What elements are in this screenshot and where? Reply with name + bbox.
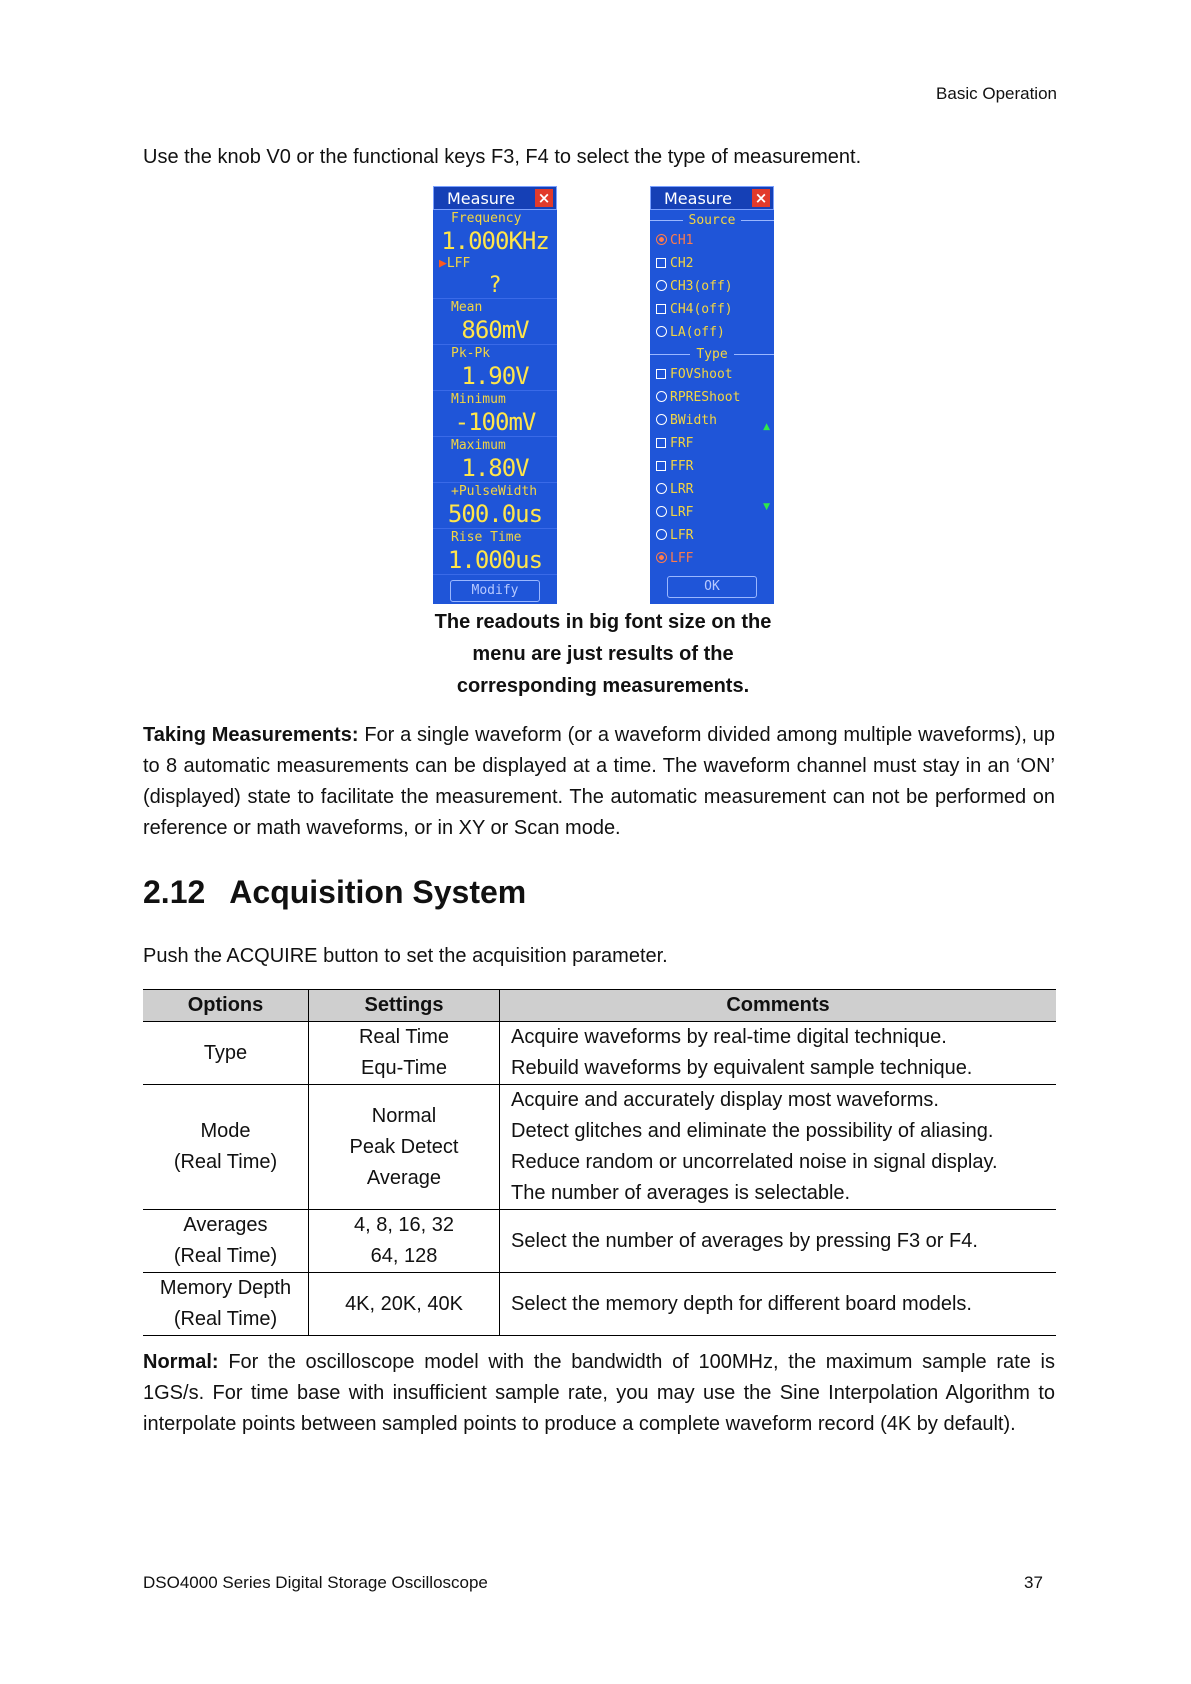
option-label: LRF	[670, 504, 694, 520]
frequency-source-label: LFF	[446, 256, 471, 271]
measure-source-panel	[650, 186, 774, 604]
type-heading	[650, 344, 774, 364]
panel-title-bar	[650, 186, 774, 210]
option-label: LFR	[670, 527, 694, 543]
source-list	[650, 230, 774, 344]
running-header: Basic Operation	[936, 84, 1057, 103]
type-option[interactable]	[650, 410, 774, 433]
settings-cell	[309, 1210, 500, 1273]
footer-title: DSO4000 Series Digital Storage Oscilloscope	[143, 1573, 488, 1592]
cell-line: (Real Time)	[173, 1151, 278, 1173]
type-option[interactable]	[650, 456, 774, 479]
cell-line: Averages	[183, 1214, 268, 1236]
settings-cell	[309, 1085, 500, 1210]
radio-unchecked-icon	[656, 304, 666, 314]
option-label: CH3(off)	[670, 278, 733, 294]
option-label: CH4(off)	[670, 301, 733, 317]
source-option[interactable]	[650, 276, 774, 299]
radio-unchecked-icon	[656, 391, 667, 402]
paragraph-lead: Normal:	[143, 1351, 219, 1373]
cell-line: Peak Detect	[349, 1135, 459, 1158]
page-number: 37	[1024, 1573, 1043, 1592]
cell-line: Real Time	[358, 1026, 450, 1048]
cell-line: 64, 128	[370, 1245, 438, 1267]
option-label: FOVShoot	[670, 367, 733, 383]
source-heading-label: Source	[688, 212, 736, 228]
type-heading-label: Type	[696, 346, 728, 362]
cell-line: Reduce random or uncorrelated noise in signal display.	[511, 1151, 998, 1173]
modify-button[interactable]: Modify	[450, 580, 540, 602]
radio-unchecked-icon	[656, 483, 667, 494]
frequency-source	[433, 255, 557, 273]
radio-unchecked-icon	[656, 461, 666, 471]
cell-line: (Real Time)	[173, 1308, 278, 1330]
option-label: CH1	[670, 233, 694, 248]
cell-line: Acquire waveforms by real-time digital technique.	[511, 1026, 947, 1048]
measurement-label: +PulseWidth	[451, 484, 538, 499]
paragraph-text: For the oscilloscope model with the bandwidth of 100MHz, the maximum sample rate is 1GS/s. For time base with insufficient sample rate, you may use the Sine Interpolation Algorithm to interpolate points between sampled points to produce a complete waveform record (4K by default).	[143, 1351, 1055, 1435]
comments-cell	[500, 1210, 1057, 1273]
radio-unchecked-icon	[656, 438, 666, 448]
type-option[interactable]	[650, 479, 774, 502]
option-cell	[143, 1085, 309, 1210]
table-row	[143, 1273, 1056, 1336]
measurement-value: 1.000us	[433, 546, 557, 575]
cell-line: Average	[366, 1166, 442, 1189]
radio-unchecked-icon	[656, 280, 667, 291]
play-arrow-icon: ▶	[439, 256, 447, 271]
option-label: LA(off)	[670, 324, 725, 340]
column-header: Settings	[309, 990, 500, 1022]
scroll-up-icon[interactable]: ▲	[763, 422, 770, 432]
cell-line: 4K, 20K, 40K	[345, 1292, 463, 1315]
option-cell	[143, 1210, 309, 1273]
radio-unchecked-icon	[656, 529, 667, 540]
frequency-value: 1.000KHz	[441, 227, 549, 255]
panel-title: Measure	[447, 188, 515, 208]
cell-line: (Real Time)	[173, 1245, 278, 1267]
option-label: FFR	[670, 459, 694, 475]
cell-line: Rebuild waveforms by equivalent sample technique.	[511, 1057, 973, 1079]
cell-line: Detect glitches and eliminate the possibility of aliasing.	[511, 1120, 994, 1142]
type-option[interactable]	[650, 502, 774, 525]
table-row	[143, 1210, 1056, 1273]
paragraph-text: For a single waveform (or a waveform divided among multiple waveforms), up to 8 automatic measurements can be displayed at a time. The waveform channel must stay in an ‘ON’ (displayed) state to facilitate the measurement. The automatic measurement can not be performed on reference or math waveforms, or in XY or Scan mode.	[143, 724, 1056, 839]
measurement-value: 1.80V	[433, 454, 557, 483]
settings-cell	[309, 1022, 500, 1085]
unknown-value: ?	[433, 273, 557, 299]
cell-line: Memory Depth	[159, 1277, 292, 1299]
cell-line: Equ-Time	[361, 1057, 447, 1079]
source-heading	[650, 210, 774, 230]
measurement-label: Pk-Pk	[451, 346, 491, 361]
option-label: LRR	[670, 481, 694, 497]
comments-cell	[500, 1273, 1057, 1336]
radio-unchecked-icon	[656, 369, 666, 379]
cell-line: Mode	[200, 1120, 251, 1142]
measurement-label: Maximum	[451, 438, 506, 453]
panel-title: Measure	[664, 188, 732, 208]
type-list	[650, 364, 774, 570]
measurement-label: Minimum	[451, 392, 506, 407]
measurement-value: 860mV	[433, 316, 557, 345]
cell-line: Normal	[371, 1104, 437, 1127]
radio-checked-icon	[656, 552, 667, 563]
measurement-label: Rise Time	[451, 530, 522, 545]
comments-cell	[500, 1022, 1057, 1085]
radio-checked-icon	[656, 234, 667, 245]
close-icon[interactable]: ×	[752, 189, 770, 207]
source-option[interactable]	[650, 299, 774, 322]
type-option[interactable]	[650, 525, 774, 548]
cell-line: Select the memory depth for different board models.	[511, 1292, 972, 1315]
cell-line: Type	[203, 1041, 248, 1064]
measurement-value: -100mV	[433, 408, 557, 437]
type-option[interactable]	[650, 364, 774, 387]
column-header: Options	[143, 990, 309, 1022]
measure-menus-figure	[433, 186, 773, 604]
section-number: 2.12	[143, 874, 206, 910]
radio-unchecked-icon	[656, 414, 667, 425]
settings-cell	[309, 1273, 500, 1336]
close-icon[interactable]: ×	[535, 189, 553, 207]
radio-unchecked-icon	[656, 258, 666, 268]
intro-text: Use the knob V0 or the functional keys F3, F4 to select the type of measurement.	[143, 146, 862, 168]
cell-line: Select the number of averages by pressing F3 or F4.	[511, 1229, 978, 1252]
column-header: Comments	[500, 990, 1057, 1022]
measurement-value: 1.90V	[433, 362, 557, 391]
section-title: Acquisition System	[229, 874, 527, 910]
table-row	[143, 1022, 1056, 1085]
source-option[interactable]	[650, 253, 774, 276]
type-option[interactable]	[650, 387, 774, 410]
section-heading	[143, 874, 526, 911]
radio-unchecked-icon	[656, 326, 667, 337]
source-option[interactable]	[650, 230, 774, 253]
type-option[interactable]	[650, 548, 774, 571]
cell-line: Acquire and accurately display most waveforms.	[511, 1089, 939, 1111]
option-label: FRF	[670, 436, 694, 452]
source-option[interactable]	[650, 322, 774, 345]
option-cell	[143, 1273, 309, 1336]
taking-measurements-paragraph	[143, 720, 1055, 844]
table-header-row	[143, 990, 1056, 1022]
cell-line: 4, 8, 16, 32	[353, 1214, 455, 1236]
option-label: RPREShoot	[670, 390, 741, 406]
measure-readout-panel	[433, 186, 557, 604]
frequency-label: Frequency	[451, 211, 522, 226]
measure-items-list	[433, 299, 557, 575]
paragraph-lead: Taking Measurements:	[143, 724, 359, 746]
ok-button[interactable]: OK	[667, 576, 757, 598]
acquisition-table	[143, 989, 1056, 1336]
option-cell	[143, 1022, 309, 1085]
type-option[interactable]	[650, 433, 774, 456]
radio-unchecked-icon	[656, 506, 667, 517]
scroll-down-icon[interactable]: ▼	[763, 502, 770, 512]
cell-line: The number of averages is selectable.	[511, 1182, 851, 1204]
measurement-value: 500.0us	[433, 500, 557, 529]
option-label: BWidth	[670, 413, 717, 429]
normal-note-paragraph	[143, 1347, 1055, 1440]
option-label: LFF	[670, 550, 694, 566]
measurement-label: Mean	[451, 300, 483, 315]
panel-title-bar	[433, 186, 557, 210]
table-intro-text: Push the ACQUIRE button to set the acquisition parameter.	[143, 945, 668, 967]
table-row	[143, 1085, 1056, 1210]
comments-cell	[500, 1085, 1057, 1210]
option-label: CH2	[670, 255, 694, 271]
figure-caption: The readouts in big font size on the menu are just results of the corresponding measurements.	[434, 611, 772, 697]
